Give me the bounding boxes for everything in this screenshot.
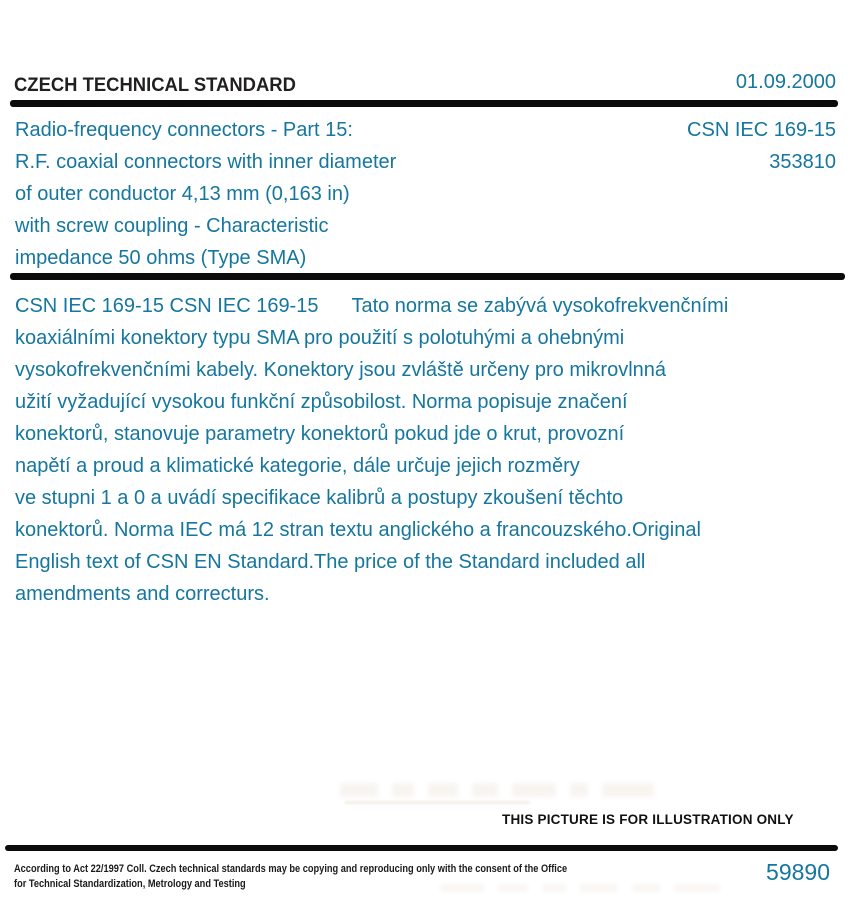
abstract-line: konektorů. Norma IEC má 12 stran textu anglického a francouzského.Original (15, 519, 701, 541)
faint-watermark-underline (345, 801, 530, 804)
header-rule (10, 100, 838, 107)
standard-title-line: Radio-frequency connectors - Part 15: (15, 119, 353, 141)
title-rule (10, 273, 845, 280)
abstract-line: vysokofrekvenčními kabely. Konektory jsou zvláště určeny pro mikrovlnná (15, 359, 667, 381)
faint-watermark-smudge (440, 882, 770, 894)
footer-rule (5, 845, 838, 851)
abstract-line: napětí a proud a klimatické kategorie, dále určuje jejich rozměry (15, 455, 580, 477)
abstract-line: amendments and correcturs. (15, 583, 270, 605)
standard-title-line: of outer conductor 4,13 mm (0,163 in) (15, 183, 350, 205)
abstract-line: užití vyžadující vysokou funkční způsobilost. Norma popisuje značení (15, 391, 628, 413)
abstract-line: ve stupni 1 a 0 a uvádí specifikace kalibrů a postupy zkoušení těchto (15, 487, 624, 509)
standard-class-number: 353810 (769, 151, 836, 173)
standard-references (687, 114, 836, 178)
abstract-line: English text of CSN EN Standard.The price of the Standard included all (15, 551, 646, 573)
abstract-line: CSN IEC 169-15 CSN IEC 169-15 Tato norma se zabývá vysokofrekvenčními (15, 295, 729, 317)
page-title: CZECH TECHNICAL STANDARD (14, 75, 296, 96)
standard-title-line: impedance 50 ohms (Type SMA) (15, 247, 307, 269)
issue-date: 01.09.2000 (735, 71, 836, 93)
footer-legal-line: for Technical Standardization, Metrology and Testing (14, 878, 246, 890)
standard-abstract (15, 290, 728, 610)
abstract-line: koaxiálními konektory typu SMA pro použití s polotuhými a ohebnými (15, 327, 625, 349)
document-number: 59890 (766, 859, 830, 885)
faint-watermark-smudge (340, 779, 670, 801)
illustration-disclaimer: THIS PICTURE IS FOR ILLUSTRATION ONLY (502, 812, 794, 827)
standard-title-line: R.F. coaxial connectors with inner diameter (15, 151, 397, 173)
standard-title (15, 114, 396, 274)
abstract-line: konektorů, stanovuje parametry konektorů pokud jde o krut, provozní (15, 423, 625, 445)
standard-title-line: with screw coupling - Characteristic (15, 215, 329, 237)
standard-designation: CSN IEC 169-15 (687, 119, 836, 141)
footer-legal-line: According to Act 22/1997 Coll. Czech technical standards may be copying and reproducing only with the consent of the Office (14, 863, 568, 875)
